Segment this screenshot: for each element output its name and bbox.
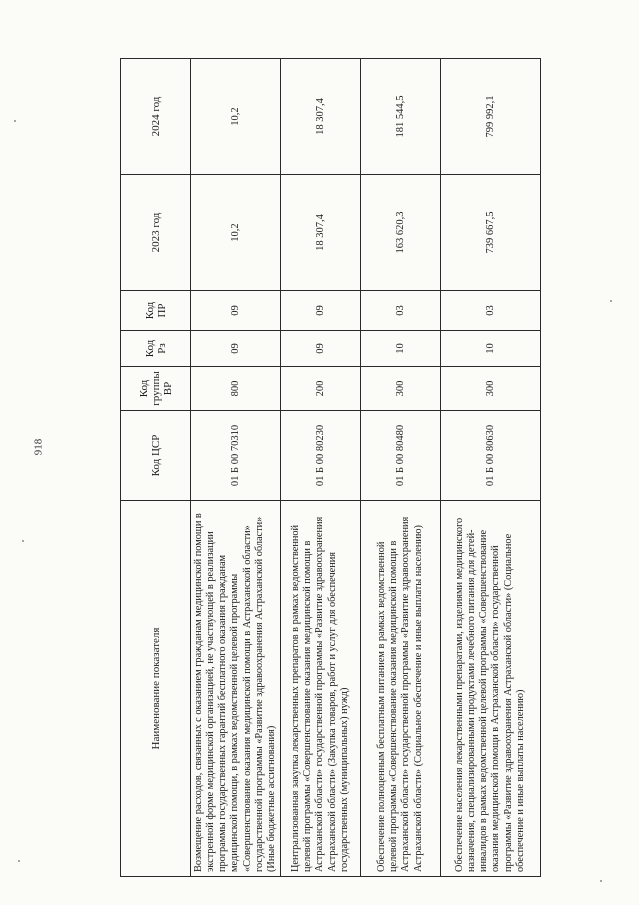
row-2024: 18 307,4 — [280, 59, 360, 175]
row-vr: 300 — [360, 367, 440, 411]
header-rz: Код Рз — [121, 331, 191, 367]
row-rz: 09 — [280, 331, 360, 367]
header-2024: 2024 год — [121, 59, 191, 175]
budget-table — [120, 58, 541, 877]
row-pr: 09 — [280, 291, 360, 331]
row-rz: 10 — [360, 331, 440, 367]
row-csr: 01 Б 00 80480 — [360, 411, 440, 501]
row-2023: 18 307,4 — [280, 175, 360, 291]
table-row — [191, 59, 281, 877]
header-name: Наименование показателя — [121, 501, 191, 877]
row-rz: 09 — [191, 331, 281, 367]
scan-speck — [14, 120, 16, 122]
table-row — [440, 59, 540, 877]
page-number: 918 — [32, 438, 45, 456]
header-vr: Код группы ВР — [121, 367, 191, 411]
table-row — [360, 59, 440, 877]
row-name: Возмещение расходов, связанных с оказанием гражданам медицинской помощи в экстренной форме медицинской организацией, не участвующей в реализации программы государственных гарантий бесплатного оказания гражданам медицинской помощи, в рамках ведомственной целевой программы «Совершенствование оказания медицинской помощи в Астраханской области» государственной программы «Развитие здравоохранения Астраханской области» (Иные бюджетные ассигнования) — [191, 501, 281, 877]
row-vr: 300 — [440, 367, 540, 411]
scan-speck — [600, 880, 602, 882]
header-2023: 2023 год — [121, 175, 191, 291]
row-2023: 10,2 — [191, 175, 281, 291]
table-header-row — [121, 59, 191, 877]
scan-speck — [22, 540, 24, 542]
scan-speck — [18, 860, 20, 862]
table-row — [280, 59, 360, 877]
rotated-table-container — [120, 59, 534, 877]
row-2024: 181 544,5 — [360, 59, 440, 175]
row-csr: 01 Б 00 70310 — [191, 411, 281, 501]
row-2024: 10,2 — [191, 59, 281, 175]
row-name: Централизованная закупка лекарственных препаратов в рамках ведомственной целевой программы «Совершенствование оказания медицинской помощи в Астраханской области» государственной программы «Развитие здравоохранения Астраханской области» (Закупка товаров, работ и услуг для обеспечения государственных (муниципальных) нужд) — [280, 501, 360, 877]
row-name: Обеспечение полноценным бесплатным питанием в рамках ведомственной целевой программы «Совершенствование оказания медицинской помощи в Астраханской области» государственной программы «Развитие здравоохранения Астраханской области» (Социальное обеспечение и иные выплаты населению) — [360, 501, 440, 877]
row-name: Обеспечение населения лекарственными препаратами, изделиями медицинского назначения, специализированными продуктами лечебного питания для детей-инвалидов в рамках ведомственной целевой программы «Совершенствование оказания медицинской помощи в Астраханской области» государственной программы «Развитие здравоохранения Астраханской области» (Социальное обеспечение и иные выплаты населению) — [440, 501, 540, 877]
row-pr: 09 — [191, 291, 281, 331]
row-vr: 800 — [191, 367, 281, 411]
row-csr: 01 Б 00 80630 — [440, 411, 540, 501]
row-pr: 03 — [360, 291, 440, 331]
row-2023: 163 620,3 — [360, 175, 440, 291]
row-rz: 10 — [440, 331, 540, 367]
scan-speck — [610, 300, 612, 302]
row-vr: 200 — [280, 367, 360, 411]
row-pr: 03 — [440, 291, 540, 331]
header-pr: Код ПР — [121, 291, 191, 331]
row-2023: 739 667,5 — [440, 175, 540, 291]
row-2024: 799 992,1 — [440, 59, 540, 175]
header-csr: Код ЦСР — [121, 411, 191, 501]
row-csr: 01 Б 00 80230 — [280, 411, 360, 501]
